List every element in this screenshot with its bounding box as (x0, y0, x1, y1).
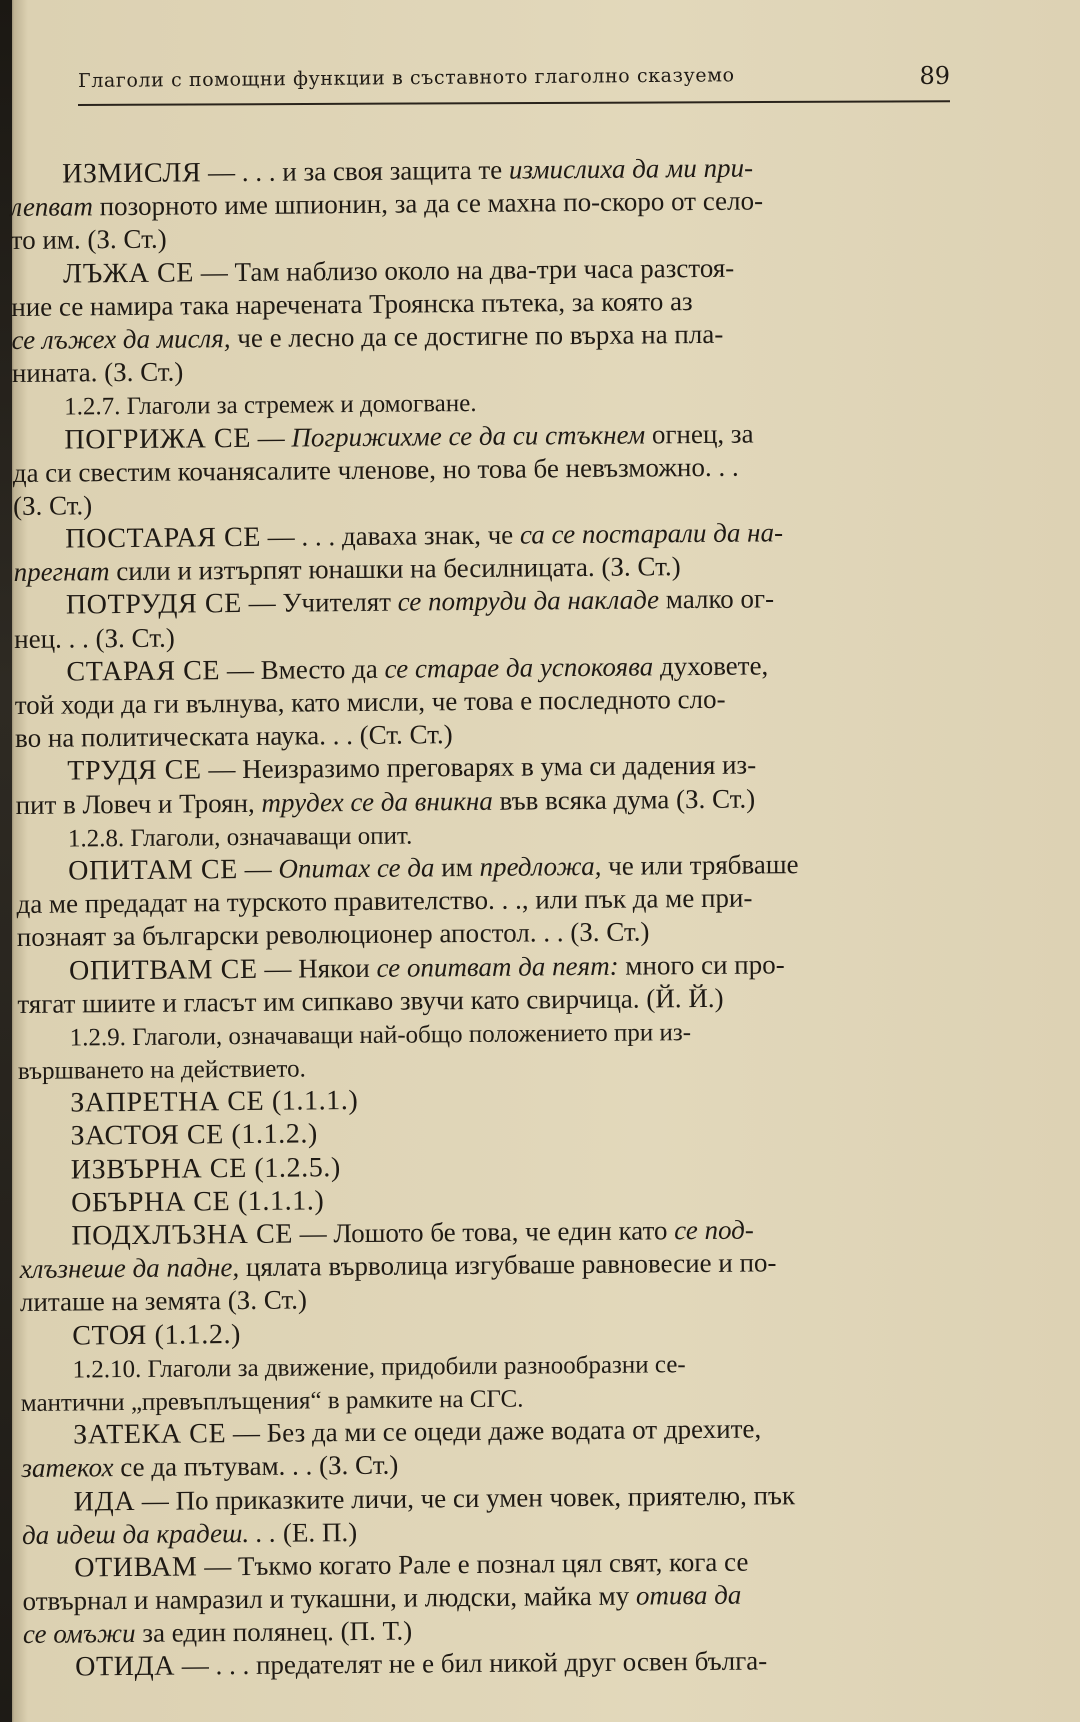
text-run: тягат шиите и гласът им сипкаво звучи като свирчица. (Й. Й.) (17, 982, 724, 1019)
headword: СТАРАЯ СЕ (66, 654, 221, 688)
section-heading: мантични „превъплъщения“ в рамките на СГС. (20, 1385, 524, 1417)
example-italic: са се постарали да на- (519, 517, 784, 550)
text-run: позорното име шпионин, за да се махна по-скоро от село- (92, 185, 764, 222)
headword: ОТИВАМ (74, 1551, 198, 1584)
text-run: — . . . и за своя защита те (201, 154, 510, 188)
headword: ОБЪРНА СЕ (1.1.1.) (70, 1185, 325, 1219)
text-run: много си про- (618, 948, 785, 981)
text-run: огнец, за (644, 418, 754, 449)
example-italic: прегнат (13, 556, 110, 588)
example-italic: хлъзнеше да падне, (19, 1252, 240, 1285)
headword: ИЗМИСЛЯ (62, 157, 202, 190)
headword: СТОЯ (1.1.2.) (72, 1318, 242, 1352)
text-run: познаят за български революционер апостол. . . (З. Ст.) (16, 916, 650, 953)
text-run: литаше на земята (З. Ст.) (19, 1284, 308, 1318)
text-run: сили и изтърпят юнашки на бесилницата. (З. Ст.) (109, 551, 681, 587)
headword: ПОТРУДЯ СЕ (65, 588, 243, 621)
text-run: нината. (З. Ст.) (11, 356, 184, 389)
text-run: да ме предадат на турското правителство. . ., или пък да ме при- (16, 882, 753, 920)
example-italic: затекох (21, 1452, 114, 1484)
headword: ОПИТАМ СЕ (68, 853, 239, 887)
text-run: — Вместо да (220, 653, 385, 685)
text-run: — По приказките личи, че си умен човек, приятелю, пък (134, 1479, 796, 1516)
text-run: — Неизразимо преговарях в ума си дадения из- (201, 749, 757, 785)
text-run: — . . . даваха знак, че (260, 519, 521, 552)
text-run: се да пътувам. . . (З. Ст.) (113, 1449, 399, 1483)
text-run: — Учителят (241, 587, 398, 619)
text-run: — Там наблизо около на два-три часа разстоя- (193, 252, 735, 287)
example-italic: се опитват да пеят: (376, 950, 619, 983)
text-run: пит в Ловеч и Троян, (15, 787, 262, 820)
page-number: 89 (919, 62, 950, 90)
text-run: отвърнал и намразил и тукашни, и людски, майка му (22, 1580, 637, 1617)
headword: ЗАСТОЯ СЕ (1.1.2.) (70, 1118, 319, 1152)
headword: ПОГРИЖА СЕ (64, 422, 252, 456)
text-run: — Някои (257, 952, 377, 984)
example-italic: се омъжи (22, 1618, 136, 1650)
section-heading: вършването на действието. (17, 1055, 306, 1086)
text-run: (Е. П.) (276, 1516, 358, 1548)
text-run: — . . . предателят не е бил никой друг освен бълга- (174, 1645, 768, 1682)
headword: ОТИДА (75, 1651, 176, 1683)
example-italic: се под- (674, 1214, 754, 1246)
example-italic: измислиха да ми при- (508, 152, 754, 185)
section-heading: 1.2.8. Глаголи, означаващи опит. (67, 822, 413, 853)
body-text (10, 150, 988, 1685)
running-head: Глаголи с помощни функции в съставното глаголно сказуемо (78, 64, 735, 92)
headword: ЛЪЖА СЕ (62, 256, 195, 290)
headword: ТРУДЯ СЕ (67, 754, 202, 787)
example-italic: Погрижихме се да си стъкнем (291, 418, 646, 453)
text-run: цялата върволица изгубваше равновесие и по- (239, 1247, 777, 1283)
headword: ПОДХЛЪЗНА СЕ (71, 1218, 294, 1252)
text-run: — (250, 422, 292, 453)
text-run: той ходи да ги вълнува, като мисли, че това е последното сло- (14, 683, 726, 720)
text-run: нец. . . (З. Ст.) (14, 622, 175, 654)
page-header (78, 58, 950, 108)
text-run: малко ог- (658, 583, 775, 615)
section-heading: 1.2.10. Глаголи за движение, придобили разнообразни се- (72, 1350, 686, 1384)
text-run: — Лошото бе това, че един като (292, 1215, 675, 1249)
example-italic: отива да (635, 1579, 742, 1611)
text-run: че е лесно да се достигне по върха на пла- (230, 318, 724, 354)
example-italic: Опитах се да (278, 852, 435, 884)
section-heading: 1.2.7. Глаголи за стремеж и домогване. (64, 390, 477, 421)
example-italic: лепват (10, 191, 94, 223)
example-italic: се потруди да накладе (397, 584, 660, 618)
headword: ПОСТАРАЯ СЕ (65, 521, 262, 555)
section-heading: 1.2.9. Глаголи, означаващи най-общо положението при из- (69, 1018, 692, 1052)
example-italic: се лъжех да мисля, (11, 323, 231, 355)
headword: ЗАТЕКА СЕ (73, 1418, 227, 1451)
example-italic: трудех се да вникна (261, 785, 493, 818)
text-run: то им. (З. Ст.) (10, 224, 167, 256)
text-run: ние се намира така наречената Троянска пътека, за която аз (11, 285, 693, 322)
header-rule (78, 100, 950, 106)
example-italic: да идеш да крадеш. . . (21, 1517, 277, 1550)
text-run: да си свестим кочанясалите членове, но това бе невъзможно. . . (12, 451, 739, 488)
text-run: че или трябваше (601, 849, 799, 881)
headword: ЗАПРЕТНА СЕ (1.1.1.) (70, 1085, 359, 1119)
text-run: — Без да ми се оцеди даже водата от дрехите, (226, 1413, 762, 1449)
text-run: — (237, 853, 279, 884)
headword: ИДА (73, 1485, 136, 1517)
text-run: духовете, (653, 650, 769, 682)
example-italic: се старае да успокоява (384, 651, 654, 684)
example-italic: предложа, (479, 850, 602, 882)
text-run: за един полянец. (П. Т.) (135, 1615, 413, 1649)
text-run: во на политическата наука. . . (Ст. Ст.) (14, 719, 453, 754)
text-run: — Тъкмо когато Рале е познал цял свят, кога се (197, 1546, 749, 1582)
text-run: (З. Ст.) (12, 490, 93, 521)
headword: ИЗВЪРНА СЕ (1.2.5.) (70, 1151, 342, 1186)
headword: ОПИТВАМ СЕ (68, 953, 258, 987)
text-run: им (434, 851, 480, 883)
text-line (23, 1643, 988, 1685)
text-run: във всяка дума (З. Ст.) (492, 783, 756, 816)
